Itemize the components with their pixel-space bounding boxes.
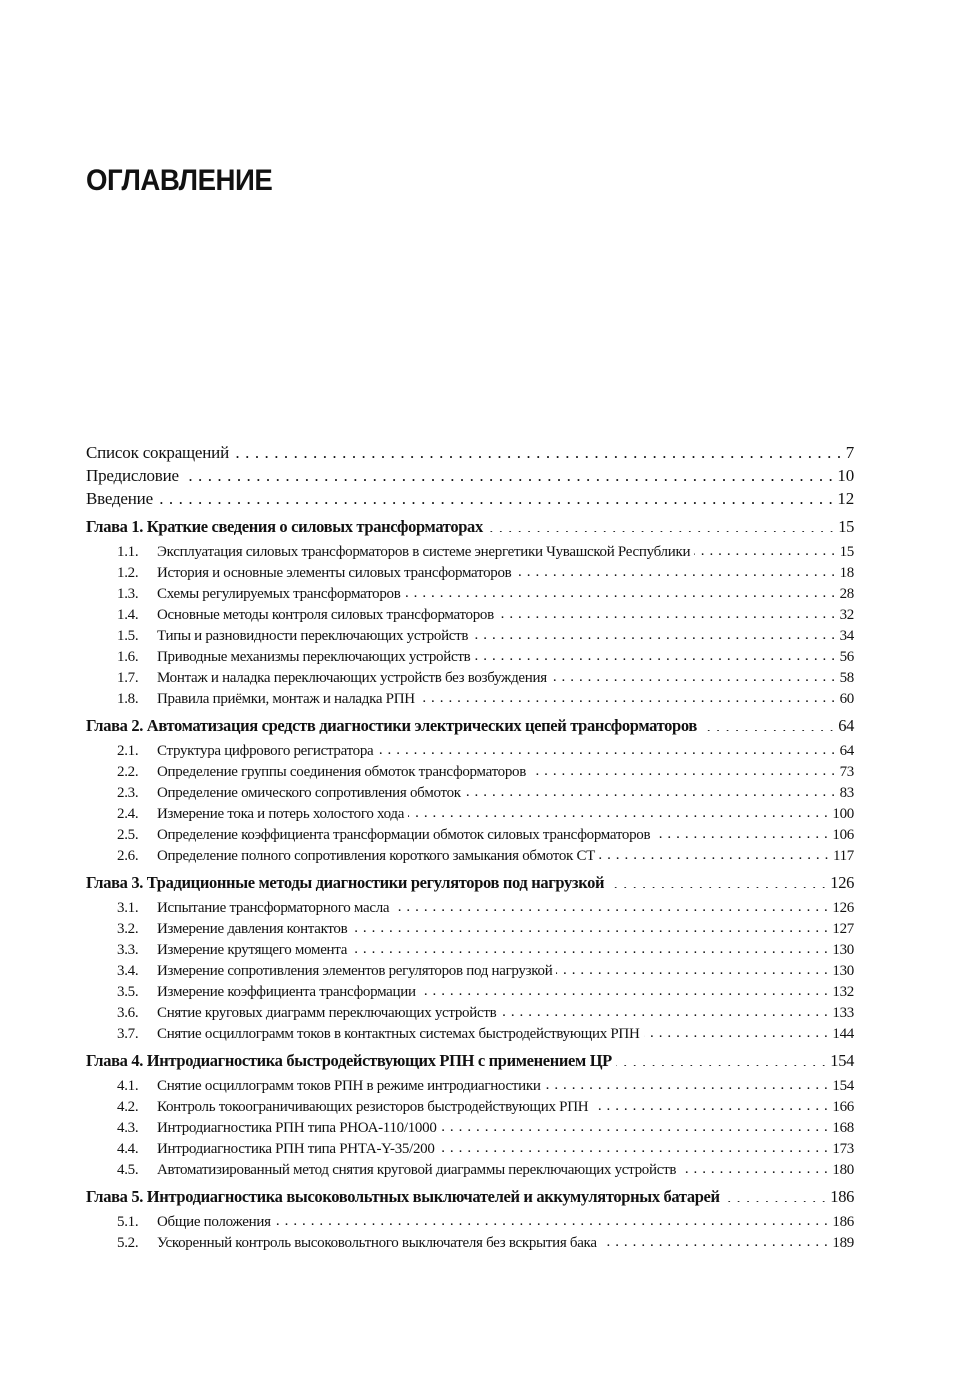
page-number: 32 [839,607,854,623]
toc-section-entry[interactable] [86,960,854,981]
page-number: 130 [832,942,854,958]
entry-title: Глава 5. Интродиагностика высоковольтных выключателей и аккумуляторных батарей [86,1187,720,1206]
toc-top-entry[interactable] [86,441,854,464]
section-number: 5.2. [117,1235,139,1251]
page-number: 154 [832,1078,854,1094]
toc-section-entry[interactable] [86,646,854,667]
section-number: 3.2. [117,921,139,937]
dot-leader [157,487,833,504]
toc-section-entry[interactable] [86,824,854,845]
dot-leader [644,1023,829,1038]
toc-section-entry[interactable] [86,1117,854,1138]
section-number: 4.4. [117,1141,139,1157]
page-number: 132 [832,984,854,1000]
entry-title: Глава 3. Традиционные методы диагностики регуляторов под нагрузкой [86,873,605,892]
toc-section-entry[interactable] [86,1159,854,1180]
dot-leader [487,516,834,533]
toc-section-entry[interactable] [86,803,854,824]
entry-title: Схемы регулируемых трансформаторов [157,586,401,602]
entry-title: Контроль токоограничивающих резисторов быстродействующих РПН [157,1099,589,1115]
page-number: 12 [837,489,854,508]
section-number: 3.4. [117,963,139,979]
dot-leader [275,1211,829,1226]
page-number: 189 [832,1235,854,1251]
entry-title: Список сокращений [86,443,229,462]
section-number: 1.3. [117,586,139,602]
entry-title: Автоматизированный метод снятия круговой диаграммы переключающих устройств [157,1162,677,1178]
entry-title: Глава 1. Краткие сведения о силовых трансформаторах [86,517,483,536]
entry-title: Основные методы контроля силовых трансформаторов [157,607,494,623]
section-number: 3.6. [117,1005,139,1021]
section-number: 2.3. [117,785,139,801]
dot-leader [500,1002,828,1017]
page-number: 180 [832,1162,854,1178]
dot-leader [601,1232,829,1247]
page-number: 18 [839,565,854,581]
dot-leader [393,897,828,912]
section-number: 5.1. [117,1214,139,1230]
dot-leader [616,1050,826,1067]
entry-title: Определение коэффициента трансформации обмоток силовых трансформаторов [157,827,651,843]
toc-section-entry[interactable] [86,1211,854,1232]
section-number: 4.5. [117,1162,139,1178]
section-number: 3.5. [117,984,139,1000]
page-number: 154 [830,1051,854,1070]
page-number: 34 [839,628,854,644]
dot-leader [472,625,835,640]
page-number: 60 [839,691,854,707]
page-number: 56 [839,649,854,665]
section-number: 3.7. [117,1026,139,1042]
toc-top-entry[interactable] [86,487,854,510]
dot-leader [351,939,828,954]
page-number: 64 [839,743,854,759]
dot-leader [556,960,828,975]
entry-title: Снятие круговых диаграмм переключающих устройств [157,1005,497,1021]
toc-section-entry[interactable] [86,667,854,688]
section-number: 1.4. [117,607,139,623]
entry-title: Глава 2. Автоматизация средств диагностики электрических цепей трансформаторов [86,716,697,735]
dot-leader [474,646,835,661]
section-number: 3.1. [117,900,139,916]
toc-section-entry[interactable] [86,918,854,939]
page-number: 127 [832,921,854,937]
entry-title: Интродиагностика РПН типа РНТА-Y-35/200 [157,1141,435,1157]
dot-leader [377,740,835,755]
dot-leader [551,667,836,682]
entry-title: Снятие осциллограмм токов РПН в режиме интродиагностики [157,1078,541,1094]
dot-leader [465,782,836,797]
toc-chapter-entry[interactable] [86,866,854,894]
page-number: 58 [839,670,854,686]
toc-section-entry[interactable] [86,1002,854,1023]
section-number: 1.6. [117,649,139,665]
dot-leader [515,562,835,577]
entry-title: История и основные элементы силовых трансформаторов [157,565,512,581]
toc-chapter-entry[interactable] [86,1180,854,1208]
page-number: 133 [832,1005,854,1021]
entry-title: Испытание трансформаторного масла [157,900,390,916]
dot-leader [599,845,829,860]
section-number: 1.7. [117,670,139,686]
toc-section-entry[interactable] [86,1096,854,1117]
page-number: 186 [832,1214,854,1230]
dot-leader [408,803,828,818]
page-number: 106 [832,827,854,843]
dot-leader [183,464,834,481]
toc-chapter-entry[interactable] [86,1044,854,1072]
section-number: 4.3. [117,1120,139,1136]
dot-leader [608,872,826,889]
page-number: 15 [838,517,854,536]
section-number: 2.6. [117,848,139,864]
dot-leader [592,1096,828,1111]
dot-leader [419,688,836,703]
section-number: 2.5. [117,827,139,843]
page-number: 173 [832,1141,854,1157]
page-number: 117 [832,848,854,864]
entry-title: Измерение давления контактов [157,921,348,937]
entry-title: Введение [86,489,153,508]
toc-section-entry[interactable] [86,1023,854,1044]
dot-leader [439,1138,829,1153]
page-number: 166 [832,1099,854,1115]
page-number: 144 [832,1026,854,1042]
page-title: ОГЛАВЛЕНИЕ [86,164,273,197]
page-number: 7 [845,443,854,462]
dot-leader [724,1186,827,1203]
toc-section-entry[interactable] [86,688,854,709]
toc-top-entry[interactable] [86,464,854,487]
toc-section-entry[interactable] [86,740,854,761]
dot-leader [701,715,834,732]
entry-title: Монтаж и наладка переключающих устройств без возбуждения [157,670,547,686]
entry-title: Правила приёмки, монтаж и наладка РПН [157,691,415,707]
toc-section-entry[interactable] [86,604,854,625]
toc-section-entry[interactable] [86,1138,854,1159]
toc-chapter-entry[interactable] [86,709,854,737]
section-number: 2.2. [117,764,139,780]
toc-section-entry[interactable] [86,583,854,604]
entry-title: Определение полного сопротивления короткого замыкания обмоток СТ [157,848,596,864]
dot-leader [694,541,835,556]
section-number: 1.1. [117,544,139,560]
entry-title: Снятие осциллограмм токов в контактных системах быстродействующих РПН [157,1026,640,1042]
toc-section-entry[interactable] [86,845,854,866]
entry-title: Измерение крутящего момента [157,942,348,958]
page-number: 100 [832,806,854,822]
entry-title: Определение группы соединения обмоток трансформаторов [157,764,527,780]
dot-leader [498,604,836,619]
toc-section-entry[interactable] [86,562,854,583]
page-number: 126 [832,900,854,916]
entry-title: Предисловие [86,466,179,485]
section-number: 2.1. [117,743,139,759]
section-number: 3.3. [117,942,139,958]
entry-title: Структура цифрового регистратора [157,743,374,759]
section-number: 1.5. [117,628,139,644]
toc-section-entry[interactable] [86,1232,854,1253]
page-number: 126 [830,873,854,892]
dot-leader [530,761,836,776]
section-number: 2.4. [117,806,139,822]
entry-title: Глава 4. Интродиагностика быстродействующих РПН с применением ЦР [86,1051,612,1070]
entry-title: Эксплуатация силовых трансформаторов в системе энергетики Чувашской Республики [157,544,691,560]
dot-leader [680,1159,828,1174]
page-number: 83 [839,785,854,801]
entry-title: Ускоренный контроль высоковольтного выключателя без вскрытия бака [157,1235,597,1251]
dot-leader [654,824,828,839]
page-number: 73 [839,764,854,780]
dot-leader [405,583,836,598]
entry-title: Измерение тока и потерь холостого хода [157,806,405,822]
dot-leader [545,1075,829,1090]
table-of-contents [86,441,854,1253]
entry-title: Измерение коэффициента трансформации [157,984,416,1000]
entry-title: Типы и разновидности переключающих устройств [157,628,469,644]
dot-leader [441,1117,829,1132]
page-number: 130 [832,963,854,979]
section-number: 1.2. [117,565,139,581]
toc-section-entry[interactable] [86,782,854,803]
page-number: 10 [837,466,854,485]
page-number: 28 [839,586,854,602]
page-number: 15 [839,544,854,560]
toc-section-entry[interactable] [86,1075,854,1096]
page-number: 168 [832,1120,854,1136]
toc-chapter-entry[interactable] [86,510,854,538]
page-number: 186 [830,1187,854,1206]
section-number: 4.1. [117,1078,139,1094]
entry-title: Определение омического сопротивления обмоток [157,785,461,801]
toc-section-entry[interactable] [86,761,854,782]
entry-title: Интродиагностика РПН типа РНОА-110/1000 [157,1120,437,1136]
entry-title: Измерение сопротивления элементов регуляторов под нагрузкой [157,963,553,979]
toc-section-entry[interactable] [86,981,854,1002]
section-number: 4.2. [117,1099,139,1115]
dot-leader [420,981,829,996]
page-number: 64 [838,716,854,735]
dot-leader [351,918,828,933]
toc-section-entry[interactable] [86,625,854,646]
dot-leader [233,441,842,458]
toc-section-entry[interactable] [86,897,854,918]
toc-section-entry[interactable] [86,541,854,562]
section-number: 1.8. [117,691,139,707]
entry-title: Общие положения [157,1214,271,1230]
toc-section-entry[interactable] [86,939,854,960]
entry-title: Приводные механизмы переключающих устройств [157,649,471,665]
